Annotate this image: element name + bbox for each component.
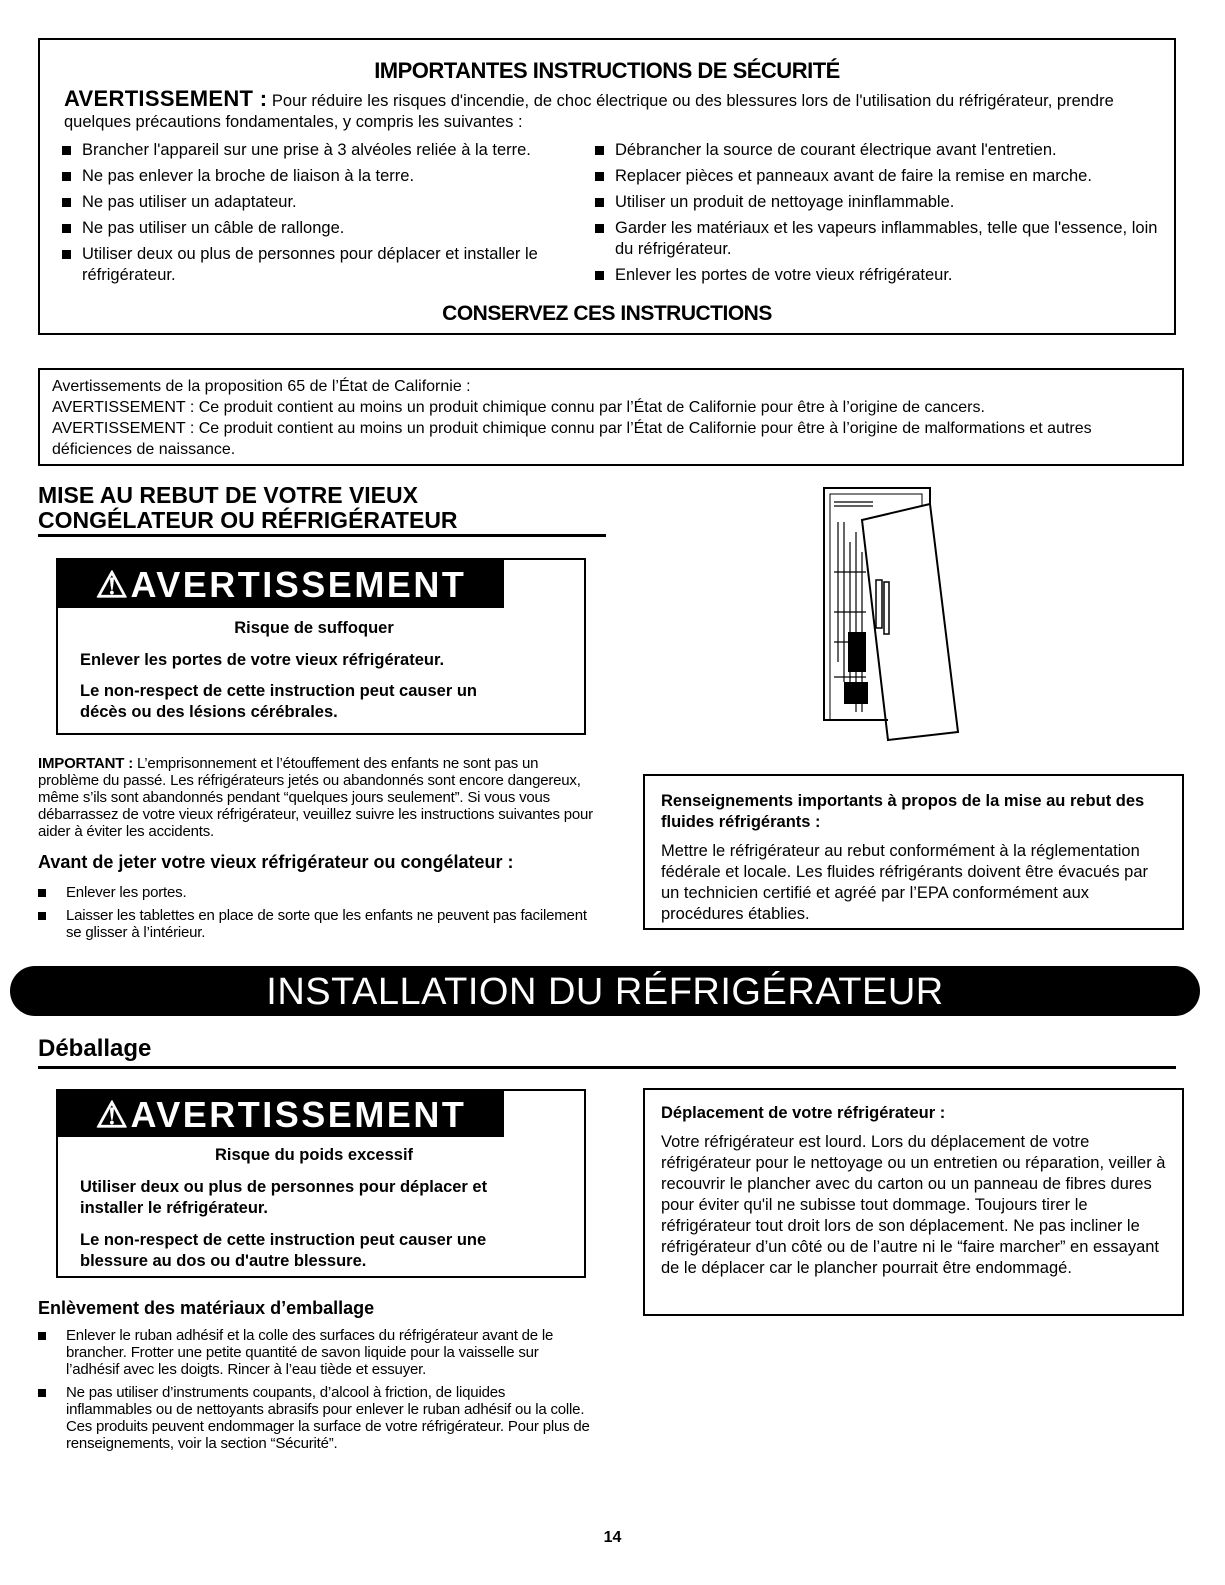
important-paragraph xyxy=(38,755,594,840)
bullet-square-icon xyxy=(62,250,71,259)
list-item: Utiliser deux ou plus de personnes pour déplacer et installer le réfrigérateur. xyxy=(62,244,592,286)
important-label: IMPORTANT : xyxy=(38,755,134,772)
safety-intro xyxy=(64,88,1160,133)
bullet-square-icon xyxy=(38,1389,46,1397)
open-refrigerator-illustration xyxy=(818,482,963,744)
moving-info-box xyxy=(643,1088,1184,1316)
bullet-square-icon xyxy=(38,912,46,920)
important-text: L’emprisonnement et l’étouffement des enfants ne sont pas un problème du passé. Les réfrigérateurs jetés ou abandonnés sont encore dangereux, même s’ils sont abandonnés pendant “quelques jours seulement”. Si vous vous débarrassez de votre vieux réfrigérateur, veuillez suivre les instructions suivantes pour aider à éviter les accidents. xyxy=(38,755,593,840)
list-item: Ne pas enlever la broche de liaison à la terre. xyxy=(62,166,592,187)
refrigerant-info-box xyxy=(643,774,1184,930)
disposal-heading: MISE AU REBUT DE VOTRE VIEUX CONGÉLATEUR OU RÉFRIGÉRATEUR xyxy=(38,482,458,533)
prop65-box xyxy=(38,368,1184,466)
list-item: Ne pas utiliser un câble de rallonge. xyxy=(62,218,592,239)
refrigerant-heading: Renseignements importants à propos de la mise au rebut des fluides réfrigérants : xyxy=(661,792,1145,831)
before-disposal-heading: Avant de jeter votre vieux réfrigérateur ou congélateur : xyxy=(38,852,514,872)
unpacking-divider xyxy=(38,1066,1176,1069)
warning-consequence: Le non-respect de cette instruction peut causer une blessure au dos ou d'autre blessure. xyxy=(80,1231,487,1270)
bullet-square-icon xyxy=(595,271,604,280)
warning-header: ⚠AVERTISSEMENT xyxy=(58,1091,504,1137)
bullet-square-icon xyxy=(595,172,604,181)
disposal-steps-list xyxy=(38,884,594,947)
prop65-cancer-warning: AVERTISSEMENT : Ce produit contient au moins un produit chimique connu par l’État de Californie pour être à l’origine de cancers. xyxy=(52,399,985,416)
removal-list xyxy=(38,1327,594,1458)
list-item: Enlever les portes de votre vieux réfrigérateur. xyxy=(595,265,1165,286)
bullet-square-icon xyxy=(595,224,604,233)
safety-instructions-box xyxy=(38,38,1176,335)
disposal-divider xyxy=(38,534,606,537)
moving-body: Votre réfrigérateur est lourd. Lors du déplacement de votre réfrigérateur pour le nettoyage ou un entretien ou réparation, veiller à recouvrir le plancher avec du carton ou un panneau de fibres dures pour éviter qu'il ne subisse tout dommage. Toujours tirer le réfrigérateur tout droit lors de son déplacement. Ne pas incliner le réfrigérateur d’un côté ou de l’autre ni le “faire marcher” en essayant de le déplacer car le plancher pourrait être endommagé. xyxy=(661,1133,1166,1277)
list-item: Brancher l'appareil sur une prise à 3 alvéoles reliée à la terre. xyxy=(62,140,592,161)
list-item: Garder les matériaux et les vapeurs inflammables, telle que l'essence, loin du réfrigérateur. xyxy=(595,218,1165,260)
moving-heading: Déplacement de votre réfrigérateur : xyxy=(661,1104,946,1122)
list-item: Ne pas utiliser d’instruments coupants, d’alcool à friction, de liquides inflammables ou de nettoyants abrasifs pour enlever le ruban adhésif ou la colle. Ces produits peuvent endommager la surface de votre réfrigérateur. Pour plus de renseignements, voir la section “Sécurité”. xyxy=(38,1384,594,1452)
bullet-square-icon xyxy=(62,224,71,233)
list-item: Débrancher la source de courant électrique avant l'entretien. xyxy=(595,140,1165,161)
bullet-square-icon xyxy=(62,172,71,181)
safety-right-list xyxy=(595,140,1165,291)
disposal-warning-box xyxy=(56,558,586,735)
warning-consequence: Le non-respect de cette instruction peut causer un décès ou des lésions cérébrales. xyxy=(80,682,477,721)
unpacking-heading: Déballage xyxy=(38,1035,152,1062)
safety-footer: CONSERVEZ CES INSTRUCTIONS xyxy=(442,302,772,325)
bullet-square-icon xyxy=(62,146,71,155)
safety-left-list xyxy=(62,140,592,291)
safety-title: IMPORTANTES INSTRUCTIONS DE SÉCURITÉ xyxy=(374,58,840,83)
risk-label: Risque du poids excessif xyxy=(214,1146,414,1164)
page-number: 14 xyxy=(603,1529,622,1546)
list-item: Replacer pièces et panneaux avant de faire la remise en marche. xyxy=(595,166,1165,187)
bullet-square-icon xyxy=(595,146,604,155)
bullet-square-icon xyxy=(595,198,604,207)
prop65-birth-defects-warning: AVERTISSEMENT : Ce produit contient au moins un produit chimique connu par l’État de Californie pour être à l’origine de malformations et autres déficiences de naissance. xyxy=(52,420,1092,458)
prop65-title: Avertissements de la proposition 65 de l’État de Californie : xyxy=(52,378,471,395)
weight-warning-box xyxy=(56,1089,586,1278)
safety-warning-label: AVERTISSEMENT : xyxy=(64,86,268,111)
warning-instruction: Enlever les portes de votre vieux réfrigérateur. xyxy=(80,651,445,669)
bullet-square-icon xyxy=(38,889,46,897)
installation-banner: INSTALLATION DU RÉFRIGÉRATEUR xyxy=(10,966,1200,1016)
list-item: Utiliser un produit de nettoyage ininflammable. xyxy=(595,192,1165,213)
bullet-square-icon xyxy=(38,1332,46,1340)
list-item: Enlever les portes. xyxy=(38,884,594,901)
list-item: Enlever le ruban adhésif et la colle des surfaces du réfrigérateur avant de le brancher. Frotter une petite quantité de savon liquide pour la vaisselle sur l’adhésif avec les doigts. Rincer à l’eau tiède et essuyer. xyxy=(38,1327,594,1378)
risk-label: Risque de suffoquer xyxy=(234,619,394,637)
refrigerant-body: Mettre le réfrigérateur au rebut conformément à la réglementation fédérale et locale. Les fluides réfrigérants doivent être évacués par un technicien certifié et agréé par l’EPA conformément aux procédures établies. xyxy=(661,842,1149,923)
safety-intro-text: Pour réduire les risques d'incendie, de choc électrique ou des blessures lors de l'utilisation du réfrigérateur, prendre quelques précautions fondamentales, y compris les suivantes : xyxy=(64,92,1114,131)
warning-header: ⚠AVERTISSEMENT xyxy=(58,560,504,608)
list-item: Ne pas utiliser un adaptateur. xyxy=(62,192,592,213)
list-item: Laisser les tablettes en place de sorte que les enfants ne peuvent pas facilement se glisser à l’intérieur. xyxy=(38,907,594,941)
bullet-square-icon xyxy=(62,198,71,207)
removal-heading: Enlèvement des matériaux d’emballage xyxy=(38,1298,375,1318)
warning-instruction: Utiliser deux ou plus de personnes pour déplacer et installer le réfrigérateur. xyxy=(80,1178,488,1217)
